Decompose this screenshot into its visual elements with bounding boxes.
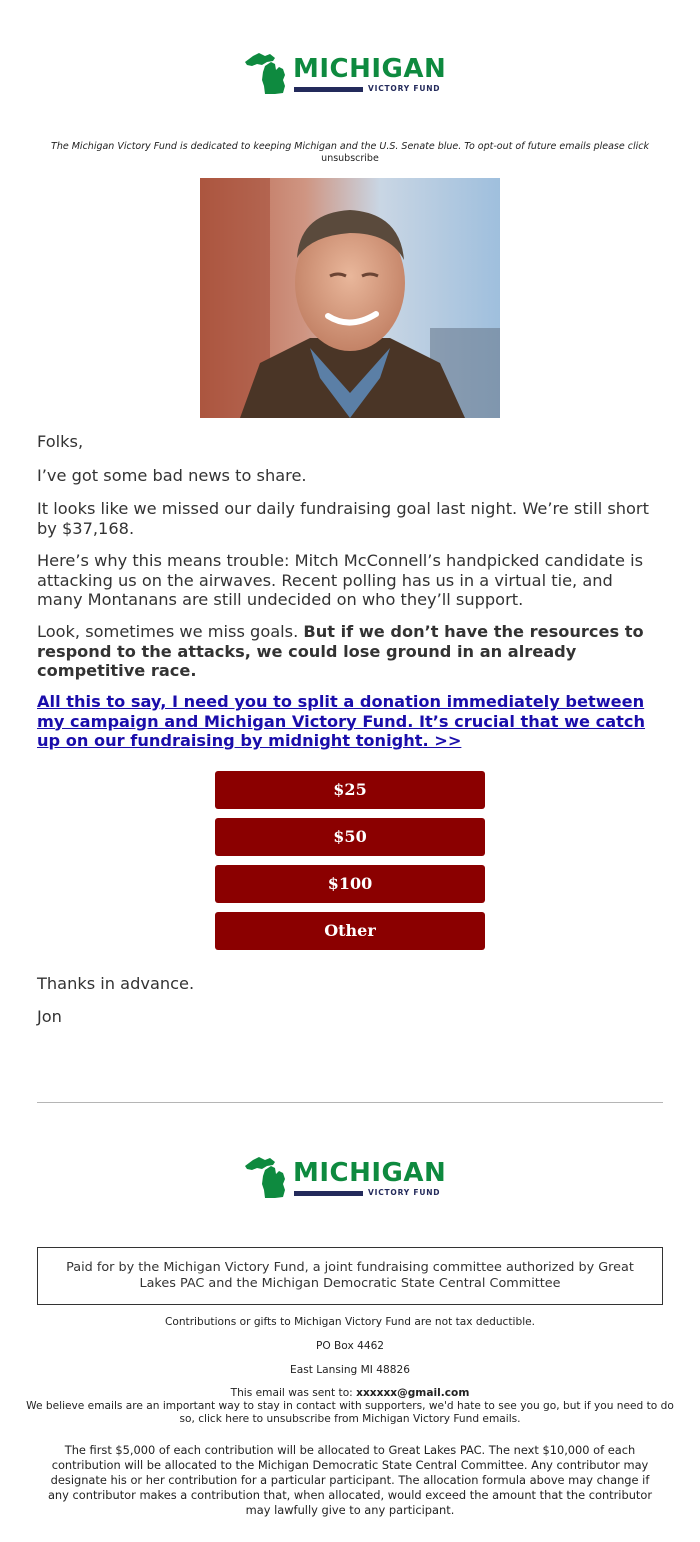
logo-underline-bar bbox=[294, 1191, 363, 1196]
sent-to-line bbox=[20, 1387, 680, 1400]
logo-underline-bar bbox=[294, 87, 363, 92]
letter-paragraph-4-start: Look, sometimes we miss goals. bbox=[37, 622, 304, 641]
donate-50-button[interactable]: $50 bbox=[215, 818, 485, 856]
donate-other-button[interactable]: Other bbox=[215, 912, 485, 950]
letter-signature: Jon bbox=[37, 1007, 62, 1026]
letter-thanks: Thanks in advance. bbox=[37, 974, 195, 993]
donate-cta-link[interactable]: All this to say, I need you to split a donation immediately between my campaign and Michigan Victory Fund. It’s crucial that we catch up on our fundraising by midnight tonight. >> bbox=[37, 692, 646, 750]
preheader-notice bbox=[40, 141, 660, 165]
po-box: PO Box 4462 bbox=[315, 1340, 385, 1352]
portrait-photo bbox=[200, 178, 500, 418]
logo-subtitle: VICTORY FUND bbox=[368, 1188, 441, 1197]
donate-25-button[interactable]: $25 bbox=[215, 771, 485, 809]
preheader-text: The Michigan Victory Fund is dedicated to keeping Michigan and the U.S. Senate blue. To opt-out of future emails please click bbox=[51, 141, 649, 152]
logo-wordmark: MICHIGAN bbox=[293, 54, 447, 84]
letter-greeting: Folks, bbox=[37, 432, 84, 451]
paid-for-disclaimer-box bbox=[37, 1247, 663, 1305]
preheader-unsubscribe-link[interactable]: unsubscribe bbox=[321, 153, 379, 164]
letter-paragraph-3: Here’s why this means trouble: Mitch McConnell’s handpicked candidate is attacking us on the airwaves. Recent polling has us in a virtual tie, and many Montanans are still undecided on who they’ll support. bbox=[37, 551, 644, 609]
michigan-state-outline-icon bbox=[243, 1154, 291, 1200]
sent-to-label: This email was sent to: bbox=[230, 1387, 357, 1399]
tax-notice: Contributions or gifts to Michigan Victory Fund are not tax deductible. bbox=[164, 1316, 536, 1328]
city-address: East Lansing MI 48826 bbox=[290, 1364, 410, 1376]
letter-paragraph-1: I’ve got some bad news to share. bbox=[37, 466, 307, 485]
michigan-victory-fund-logo-footer bbox=[243, 1154, 448, 1200]
unsubscribe-notice[interactable]: We believe emails are an important way to stay in contact with supporters, we'd hate to see you go, but if you need to do so, click here to unsubscribe from Michigan Victory Fund emails. bbox=[26, 1400, 674, 1425]
sent-to-email: xxxxxx@gmail.com bbox=[356, 1387, 470, 1399]
footer-divider bbox=[37, 1102, 663, 1103]
paid-for-text: Paid for by the Michigan Victory Fund, a joint fundraising committee authorized by Great Lakes PAC and the Michigan Democratic State Central Committee bbox=[66, 1260, 634, 1291]
michigan-state-outline-icon bbox=[243, 50, 291, 96]
allocation-disclaimer: The first $5,000 of each contribution will be allocated to Great Lakes PAC. The next $10,000 of each contribution will be allocated to the Michigan Democratic State Central Committee. Any contributor may designate his or her contribution for a particular participant. The allocation formula above may change if any contributor makes a contribution that, when allocated, would exceed the amount that the contributor may lawfully give to any participant. bbox=[47, 1443, 653, 1517]
letter-paragraph-4-bold: But if we don’t have the resources to respond to the attacks, we could lose ground in an already competitive race. bbox=[37, 622, 644, 680]
portrait-illustration bbox=[200, 178, 500, 418]
letter-paragraph-4 bbox=[37, 622, 663, 681]
logo-wordmark: MICHIGAN bbox=[293, 1158, 447, 1188]
logo-subtitle: VICTORY FUND bbox=[368, 84, 441, 93]
michigan-victory-fund-logo bbox=[243, 50, 448, 96]
letter-paragraph-2: It looks like we missed our daily fundraising goal last night. We’re still short by $37,168. bbox=[37, 499, 649, 538]
donate-100-button[interactable]: $100 bbox=[215, 865, 485, 903]
